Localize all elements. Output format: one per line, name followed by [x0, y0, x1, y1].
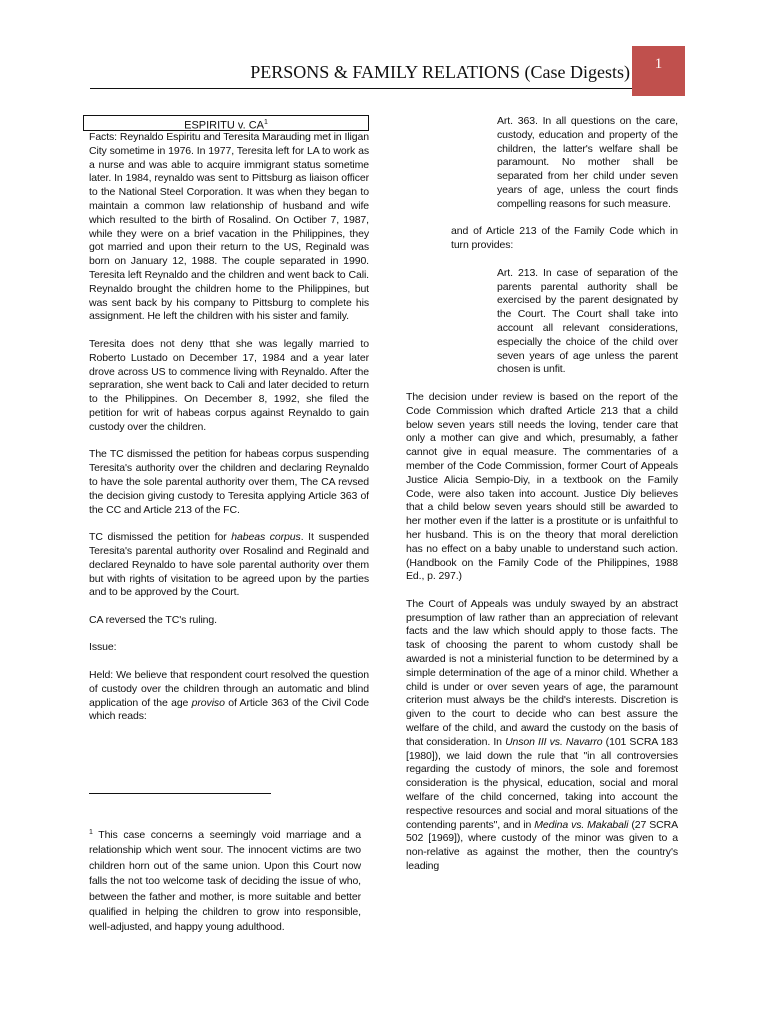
tc-dismissal-paragraph: The TC dismissed the petition for habeas corpus suspending Teresita's authority over the children and declaring Reynaldo to have the sole parental authority over them, The CA revsed the decision giving custody to Teresita applying Article 363 of the CC and Article 213 of the FC. [89, 448, 369, 516]
page-header-title: PERSONS & FAMILY RELATIONS (Case Digests) [250, 62, 630, 82]
court-of-appeals-paragraph: The Court of Appeals was unduly swayed by an abstract presumption of law rather than an appreciation of relevant facts and the law which should apply to those facts. The task of choosing the parent to whom custody shall be awarded is not a ministerial function to be determined by a simple determination of the age of a minor child. Whether a child is under or over seven years of age, the paramount criterion must always be the child's interests. Discretion is given to the court to decide who can best assure the welfare of the child, and award the custody on the basis of that consideration. In Unson III vs. Navarro (101 SCRA 183 [1980]), we laid down the rule that "in all controversies regarding the custody of minors, the sole and foremost consideration is the physical, education, social and moral welfare of the child concerned, taking into account the respective resources and social and moral situations of the contending parents", and in Medina vs. Makabali (27 SCRA 502 [1969]), where custody of the minor was given to a non-relative as against the mother, then the country's leading [406, 597, 678, 873]
footnote-text: This case concerns a seemingly void marriage and a relationship which went sour. The innocent victims are two children horn out of the same union. Upon this Court now falls the not too welcome task of deciding the issue of who, between the father and mother, is more suitable and better qualified in helping the children to grow into responsible, well-adjusted, and happy young adulthood. [89, 829, 361, 934]
article-213-quote: Art. 213. In case of separation of the parents parental authority shall be exercised by the parent designated by the Court. The Court shall take into account all relevant considerations, especially the choice of the child over seven years of age unless the parent chosen is unfit. [497, 266, 678, 376]
footnote-reference[interactable]: 1 [263, 119, 268, 126]
article-363-quote: Art. 363. In all questions on the care, custody, education and property of the children, the latter's welfare shall be paramount. No mother shall be separated from her child under seven years of age, unless the court finds compelling reasons for such measure. [497, 115, 678, 210]
page-number: 1 [654, 56, 663, 72]
header-divider [90, 88, 685, 89]
tc-ruling-paragraph: TC dismissed the petition for habeas corpus. It suspended Teresita's parental authority over Rosalind and Reginald and declared Reynaldo to have sole parental authority over them but with rights of visitation to be agreed upon by the parties and to be approved by the Court. [89, 531, 369, 599]
article-213-lead-in: and of Article 213 of the Family Code which in turn provides: [451, 225, 678, 252]
case-title-box [83, 115, 369, 131]
footnote-number: 1 [89, 829, 93, 836]
case-title: ESPIRITU v. CA [184, 119, 264, 132]
left-column [89, 115, 369, 724]
facts-paragraph: Facts: Reynaldo Espiritu and Teresita Marauding met in Iligan City sometime in 1976. In 1977, Teresita left for LA to work as a nurse and was able to acquire immigrant status sometime later. In 1984, reynaldo was sent to Pittsburg as liaison officer to the National Steel Corporation. It was when they began to maintain a common law relationship of husband and wife which resulted to the birth of Rosalind. On Octiber 7, 1987, while they were on a brief vacation in the Philippines, they got married and upon their return to the US, Reginald was born on January 12, 1988. The couple separated in 1990. Teresita left Reynaldo and the children and went back to Cali. Reynaldo brought the children home to the Philippines, but was sent back by his company to Pittsburg to complete his assignment. He left the children with his sister and family. [89, 131, 369, 323]
held-paragraph: Held: We believe that respondent court resolved the question of custody over the children through an automatic and blind application of the age proviso of Article 363 of the Civil Code which reads: [89, 669, 369, 723]
teresita-paragraph: Teresita does not deny tthat she was legally married to Roberto Lustado on December 17, 1984 and a year later drove across US to commence living with Reynaldo. After the sepraration, she went back to Cali and later decided to return to the Philippines. On December 8, 1992, she filed the petition for writ of habeas corpus against Reynaldo to gain custody over the children. [89, 337, 369, 433]
right-column [406, 115, 678, 874]
page-number-badge [632, 46, 685, 96]
footnote [89, 825, 361, 936]
footnote-divider [89, 793, 271, 794]
ca-reversal-paragraph: CA reversed the TC's ruling. [89, 613, 217, 626]
issue-heading: Issue: [89, 641, 117, 654]
decision-review-paragraph: The decision under review is based on the report of the Code Commission which drafted Article 213 that a child below seven years still needs the loving, tender care that only a mother can give and which, presumably, a father cannot give in equal measure. The commentaries of a member of the Code Commission, former Court of Appeals Justice Alicia Sempio-Diy, in a textbook on the Family Code, were also taken into account. Justice Diy believes that a child below seven years should still be awarded to her mother even if the latter is a prostitute or is unfaithful to her husband. This is on the theory that moral dereliction has no effect on a baby unable to understand such action. (Handbook on the Family Code of the Philippines, 1988 Ed., p. 297.) [406, 390, 678, 583]
